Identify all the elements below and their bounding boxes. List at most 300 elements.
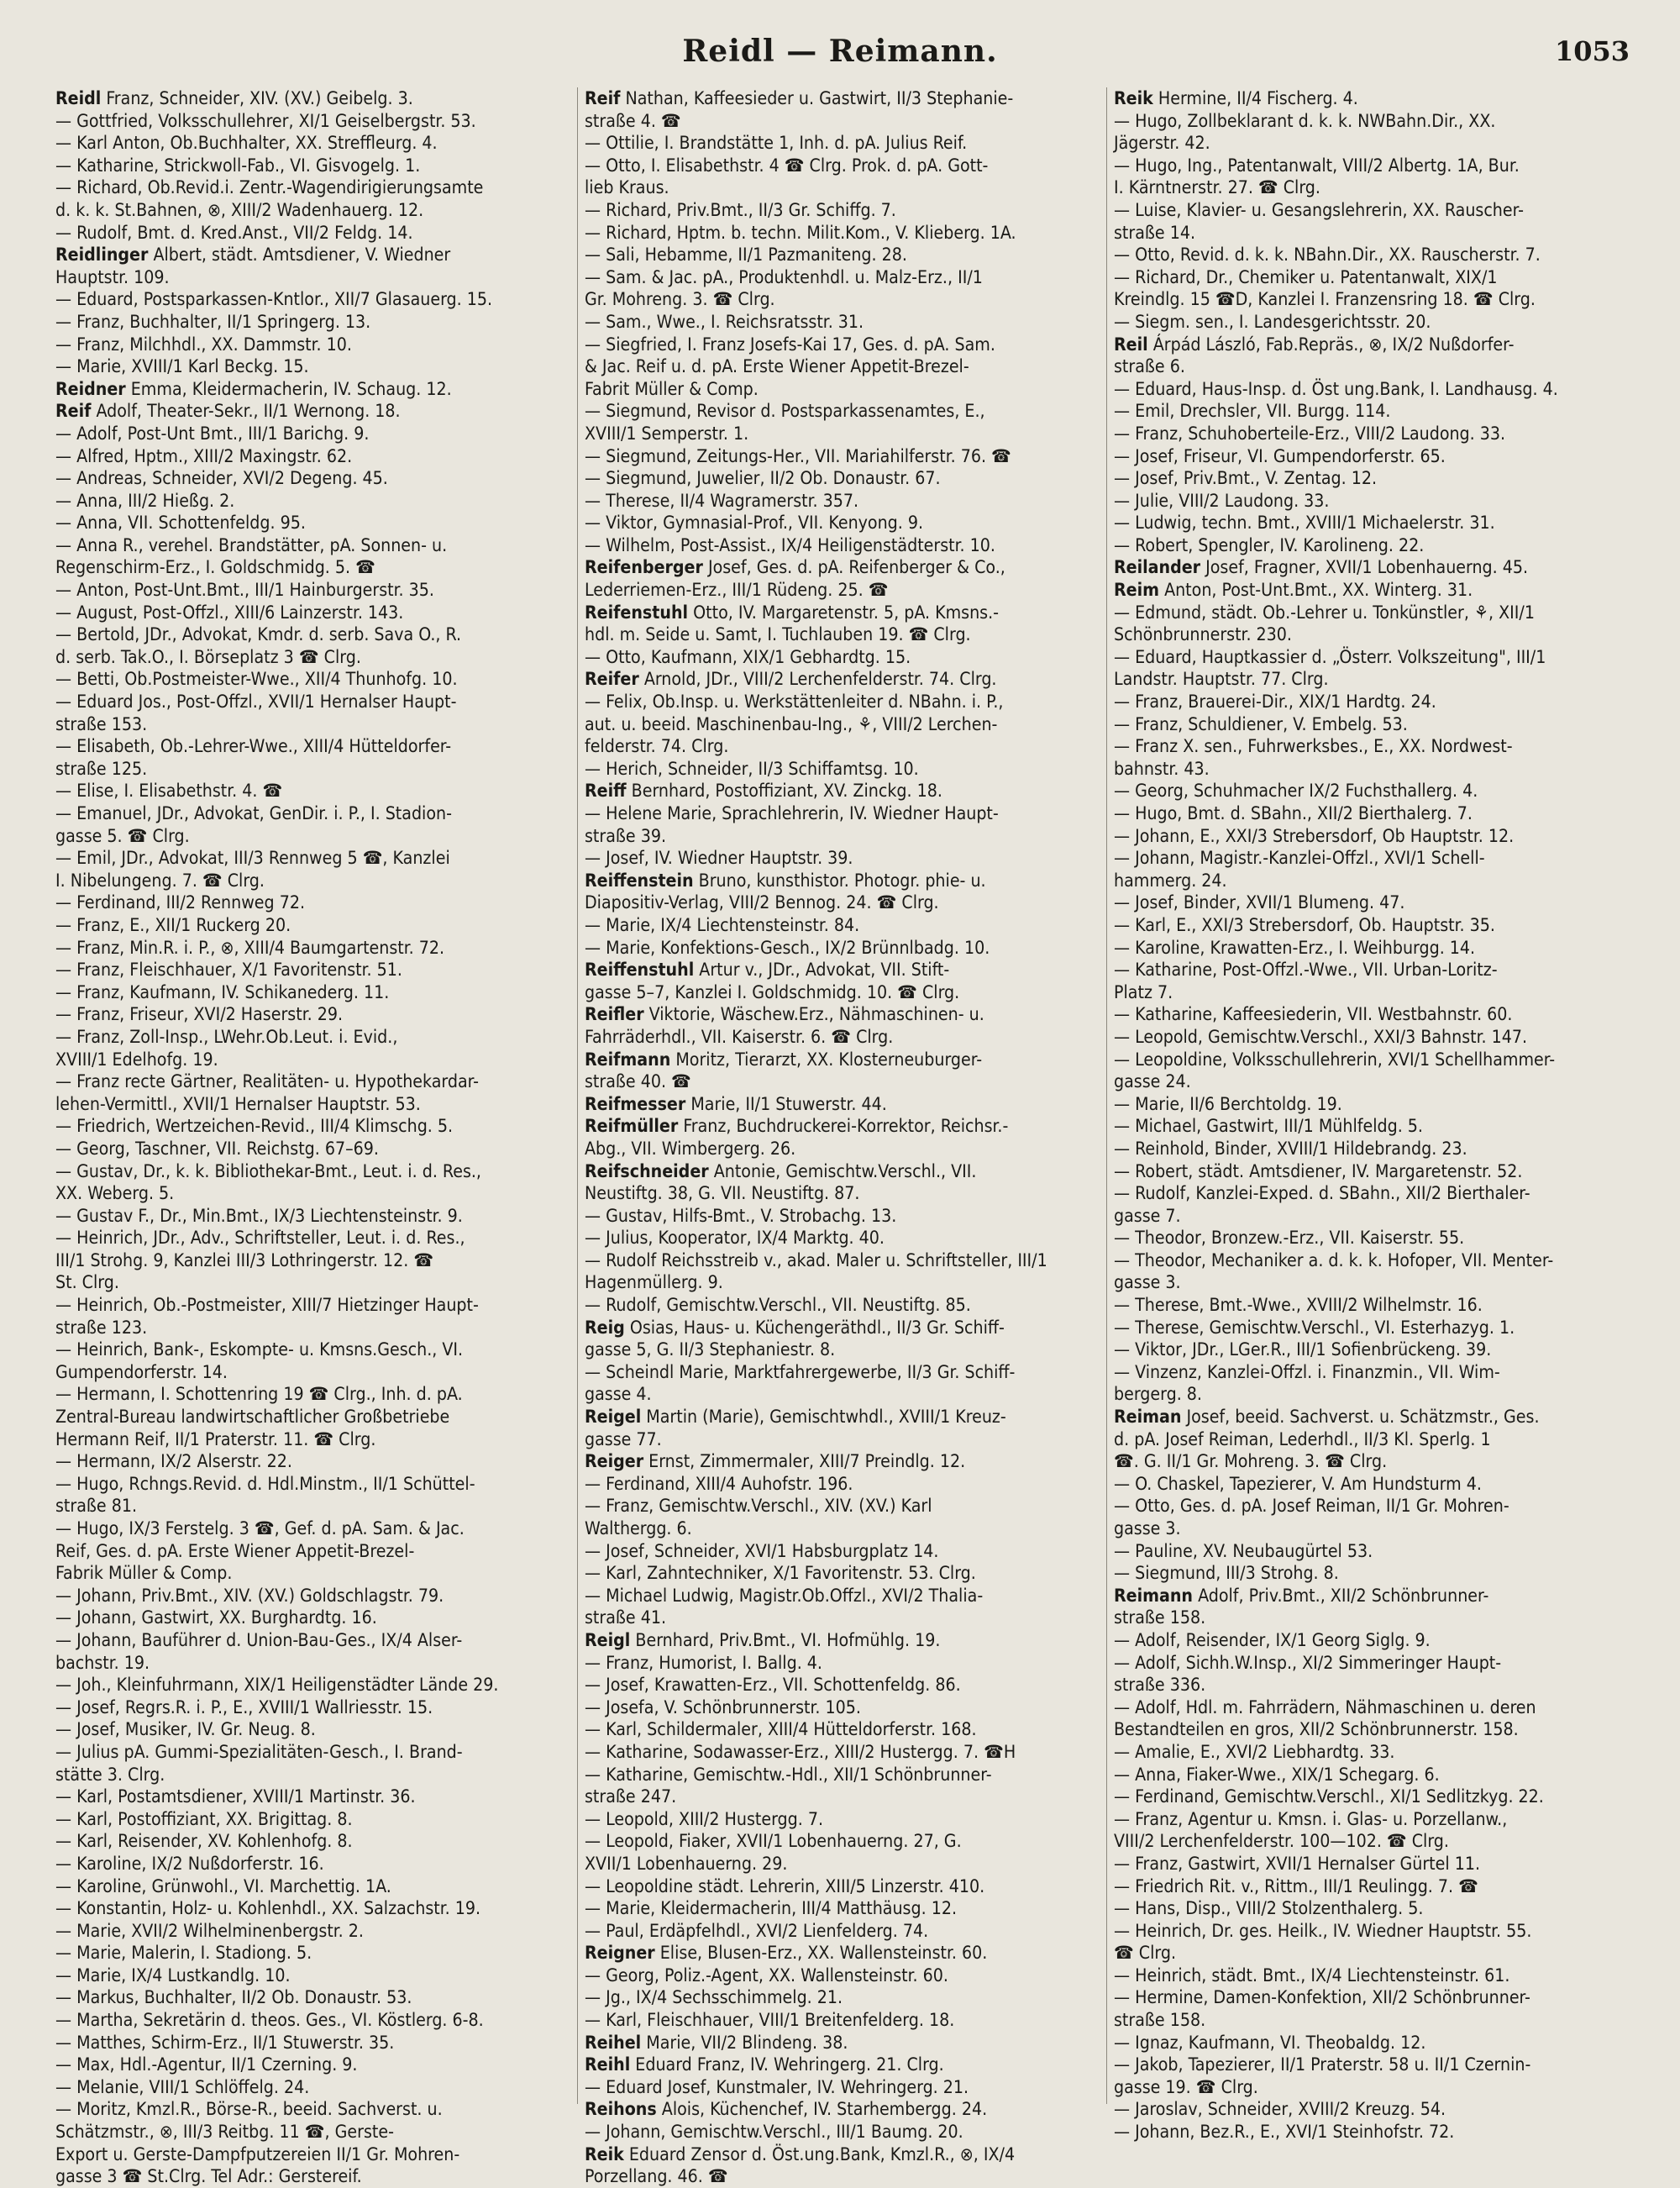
entry-surname: Reig (585, 1316, 625, 1338)
entry-text: straße 125. (55, 757, 148, 779)
directory-entry (1114, 467, 1630, 490)
directory-entry (55, 2121, 570, 2143)
entry-text: — Siegmund, Revisor d. Postsparkassenamtes, E., (585, 400, 985, 422)
entry-text: — Rudolf Reichsstreib v., akad. Maler u. Schriftsteller, III/1 (585, 1249, 1047, 1270)
directory-entry (55, 311, 570, 334)
directory-entry (55, 534, 570, 557)
entry-text: straße 153. (55, 713, 148, 734)
directory-entry (55, 1205, 570, 1228)
directory-entry (1114, 534, 1630, 557)
directory-entry (55, 735, 570, 758)
entry-surname: Reidner (55, 377, 126, 399)
directory-entry (55, 1450, 570, 1473)
entry-text: — Marie, IX/4 Liechtensteinstr. 84. (585, 913, 860, 935)
directory-entry (55, 691, 570, 713)
entry-text: Adolf, Theater-Sekr., II/1 Wernong. 18. (91, 400, 401, 422)
directory-entry (55, 1138, 570, 1160)
entry-text: — Richard, Dr., Chemiker u. Patentanwalt, XIX/1 (1114, 266, 1498, 287)
directory-entry (585, 1093, 1100, 1116)
entry-text: XVIII/1 Edelhofg. 19. (55, 1048, 218, 1070)
entry-text: gasse 7. (1114, 1204, 1181, 1226)
directory-entry (585, 155, 1100, 177)
entry-surname: Reiman (1114, 1406, 1182, 1428)
directory-entry (1114, 937, 1630, 960)
directory-entry (1114, 1808, 1630, 1831)
entry-text: — Katharine, Strickwoll-Fab., VI. Gisvogelg. 1. (55, 154, 421, 176)
entry-text: — Katharine, Kaffeesiederin, VII. Westbahnstr. 60. (1114, 1003, 1513, 1025)
directory-entry (585, 1741, 1100, 1764)
directory-entry (55, 1986, 570, 2009)
directory-entry (585, 1585, 1100, 1607)
entry-text: Gumpendorferstr. 14. (55, 1360, 228, 1382)
entry-text: ☎. G. II/1 Gr. Mohreng. 3. ☎ Clrg. (1114, 1450, 1388, 1472)
directory-entry (585, 691, 1100, 713)
entry-surname: Reidlinger (55, 244, 149, 266)
directory-entry (585, 1271, 1100, 1294)
directory-entry (1114, 1339, 1630, 1361)
directory-entry (55, 400, 570, 423)
entry-text: — Helene Marie, Sprachlehrerin, IV. Wiedner Haupt- (585, 802, 999, 823)
directory-entry (1114, 713, 1630, 736)
directory-entry (55, 713, 570, 736)
entry-text: — Konstantin, Holz- u. Kohlenhdl., XX. Salzachstr. 19. (55, 1897, 481, 1919)
entry-text: — Richard, Ob.Revid.i. Zentr.-Wagendirigierungsamte (55, 176, 484, 198)
entry-text: — Luise, Klavier- u. Gesangslehrerin, XX. Rauscher- (1114, 198, 1524, 220)
entry-text: — Melanie, VIII/1 Schlöffelg. 24. (55, 2075, 310, 2097)
directory-entry (55, 222, 570, 245)
entry-text: Viktorie, Wäschew.Erz., Nähmaschinen- u. (643, 1003, 984, 1025)
directory-entry (585, 1495, 1100, 1517)
directory-entry (55, 1361, 570, 1384)
directory-entry (55, 1317, 570, 1339)
entry-text: Adolf, Priv.Bmt., XII/2 Schönbrunner- (1193, 1584, 1489, 1606)
directory-entry (585, 1339, 1100, 1361)
directory-entry (585, 802, 1100, 825)
entry-text: Reif, Ges. d. pA. Erste Wiener Appetit-Brezel- (55, 1539, 415, 1561)
directory-entry (585, 1138, 1100, 1160)
directory-entry (1114, 735, 1630, 758)
entry-text: — Viktor, Gymnasial-Prof., VII. Kenyong. 9. (585, 512, 924, 534)
directory-entry (585, 2143, 1100, 2166)
entry-text: Bestandteilen en gros, XII/2 Schönbrunnerstr. 158. (1114, 1718, 1519, 1740)
entry-text: — Eduard, Hauptkassier d. „Österr. Volkszeitung", III/1 (1114, 645, 1546, 667)
directory-entry (1114, 691, 1630, 713)
directory-entry (55, 2032, 570, 2054)
entry-text: — Leopold, Gemischtw.Verschl., XXI/3 Bahnstr. 147. (1114, 1025, 1528, 1047)
directory-entry (1114, 1674, 1630, 1696)
directory-entry (585, 623, 1100, 646)
directory-entry (1114, 959, 1630, 981)
entry-text: — Richard, Hptm. b. techn. Milit.Kom., V. Klieberg. 1A. (585, 221, 1016, 243)
directory-entry (585, 1920, 1100, 1943)
entry-text: — Hans, Disp., VIII/2 Stolzenthalerg. 5. (1114, 1897, 1424, 1919)
entry-text: — Julie, VIII/2 Laudong. 33. (1114, 489, 1330, 511)
entry-text: Josef, beeid. Sachverst. u. Schätzmstr., Ges. (1181, 1406, 1540, 1428)
entry-text: — Marie, XVIII/1 Karl Beckg. 15. (55, 355, 309, 377)
directory-entry (1114, 1138, 1630, 1160)
directory-entry (1114, 288, 1630, 311)
entry-text: — Rudolf, Gemischtw.Verschl., VII. Neustiftg. 85. (585, 1294, 971, 1316)
entry-text: — Gustav F., Dr., Min.Bmt., IX/3 Liechtensteinstr. 9. (55, 1204, 463, 1226)
directory-entry (1114, 1897, 1630, 1920)
entry-text: — Marie, Kleidermacherin, III/4 Matthäusg. 12. (585, 1897, 958, 1919)
entry-text: XX. Weberg. 5. (55, 1182, 175, 1204)
directory-entry (55, 556, 570, 579)
directory-entry (1114, 1450, 1630, 1473)
entry-text: Marie, VII/2 Blindeng. 38. (641, 2031, 848, 2053)
entry-text: Regenschirm-Erz., I. Goldschmidg. 5. ☎ (55, 556, 375, 578)
entry-text: straße 40. ☎ (585, 1070, 691, 1092)
directory-entry (55, 1406, 570, 1428)
directory-entry (1114, 579, 1630, 602)
entry-text: straße 41. (585, 1607, 667, 1628)
entry-text: Árpád László, Fab.Repräs., ⊗, IX/2 Nußdorfer- (1147, 333, 1515, 355)
entry-text: bachstr. 19. (55, 1651, 150, 1673)
directory-entry (55, 802, 570, 825)
entry-text: XVIII/1 Semperstr. 1. (585, 422, 749, 444)
entry-text: — Karoline, Grünwohl., VI. Marchettig. 1A. (55, 1875, 391, 1896)
entry-text: — Anton, Post-Unt.Bmt., III/1 Hainburgerstr. 35. (55, 579, 434, 601)
entry-text: — Hugo, Ing., Patentanwalt, VIII/2 Albertg. 1A, Bur. (1114, 154, 1520, 176)
entry-text: — Karl, Postoffiziant, XX. Brigittag. 8. (55, 1807, 353, 1829)
entry-text: — Franz, Min.R. i. P., ⊗, XIII/4 Baumgartenstr. 72. (55, 936, 445, 958)
directory-entry (585, 646, 1100, 669)
directory-entry (55, 467, 570, 490)
entry-text: — Marie, Malerin, I. Stadiong. 5. (55, 1942, 312, 1964)
entry-text: Eduard Franz, IV. Wehringerg. 21. Clrg. (630, 2054, 944, 2075)
directory-entry (585, 1383, 1100, 1406)
entry-surname: Reim (1114, 579, 1160, 601)
directory-entry (1114, 266, 1630, 289)
entry-text: Anton, Post-Unt.Bmt., XX. Winterg. 31. (1159, 579, 1473, 601)
directory-entry (55, 87, 570, 110)
directory-entry (55, 1093, 570, 1116)
directory-entry (1114, 445, 1630, 468)
directory-entry (585, 1808, 1100, 1831)
entry-text: — Heinrich, Ob.-Postmeister, XIII/7 Hietzinger Haupt- (55, 1294, 479, 1316)
entry-text: — Josef, Krawatten-Erz., VII. Schottenfeldg. 86. (585, 1674, 961, 1696)
directory-entry (585, 668, 1100, 691)
directory-entry (1114, 1964, 1630, 1987)
entry-text: — Therese, Gemischtw.Verschl., VI. Esterhazyg. 1. (1114, 1316, 1515, 1338)
directory-entry (55, 1897, 570, 1920)
directory-entry (55, 1026, 570, 1049)
entry-text: — Eduard, Postsparkassen-Kntlor., XII/7 Glasauerg. 15. (55, 288, 493, 310)
directory-entry (1114, 870, 1630, 892)
directory-entry (585, 937, 1100, 960)
directory-entry (55, 155, 570, 177)
entry-text: — Franz, E., XII/1 Ruckerg 20. (55, 913, 291, 935)
directory-entry (585, 355, 1100, 378)
entry-text: — Emil, Drechsler, VII. Burgg. 114. (1114, 400, 1391, 422)
entry-text: Arnold, JDr., VIII/2 Lerchenfelderstr. 74. Clrg. (638, 668, 997, 690)
directory-entry (55, 423, 570, 445)
entry-text: — Elise, I. Elisabethstr. 4. ☎ (55, 780, 283, 802)
directory-entry (585, 132, 1100, 155)
entry-text: Gr. Mohreng. 3. ☎ Clrg. (585, 288, 775, 310)
directory-entry (1114, 222, 1630, 245)
entry-text: aut. u. beeid. Maschinenbau-Ing., ⚘, VIII/2 Lerchen- (585, 713, 998, 734)
entry-text: — Josef, Binder, XVII/1 Blumeng. 47. (1114, 892, 1405, 913)
directory-entry (585, 1070, 1100, 1093)
directory-entry (585, 758, 1100, 781)
directory-entry (585, 1897, 1100, 1920)
directory-entry (55, 1652, 570, 1675)
entry-text: — Emanuel, JDr., Advokat, GenDir. i. P., I. Stadion- (55, 802, 452, 823)
directory-entry (1114, 1718, 1630, 1741)
directory-entry (585, 423, 1100, 445)
entry-text: — Herich, Schneider, II/3 Schiffamtsg. 10. (585, 757, 919, 779)
entry-text: — Josef, IV. Wiedner Hauptstr. 39. (585, 847, 853, 869)
directory-entry (585, 981, 1100, 1004)
entry-surname: Reiger (585, 1450, 644, 1472)
directory-entry (1114, 1182, 1630, 1205)
directory-entry (55, 1115, 570, 1138)
directory-entry (585, 1428, 1100, 1451)
directory-entry (1114, 355, 1630, 378)
entry-text: d. pA. Josef Reiman, Lederhdl., II/3 Kl. Sperlg. 1 (1114, 1428, 1491, 1449)
entry-text: Lederriemen-Erz., III/1 Rüdeng. 25. ☎ (585, 579, 889, 601)
entry-text: Franz, Schneider, XIV. (XV.) Geibelg. 3. (101, 87, 413, 108)
entry-text: — Hugo, IX/3 Ferstelg. 3 ☎, Gef. d. pA. Sam. & Jac. (55, 1517, 465, 1538)
entry-text: straße 6. (1114, 355, 1185, 377)
entry-text: — Anna, III/2 Hießg. 2. (55, 489, 235, 511)
entry-text: — Robert, städt. Amtsdiener, IV. Margaretenstr. 52. (1114, 1160, 1523, 1181)
entry-text: — Marie, XVII/2 Wilhelminenbergstr. 2. (55, 1919, 364, 1941)
entry-surname: Reimann (1114, 1584, 1194, 1606)
directory-entry (585, 1473, 1100, 1496)
entry-text: Elise, Blusen-Erz., XX. Wallensteinstr. 60. (654, 1942, 988, 1964)
entry-text: — Marie, IX/4 Lustkandlg. 10. (55, 1964, 291, 1986)
directory-entry (55, 847, 570, 870)
entry-surname: Reil (1114, 333, 1148, 355)
directory-entry (585, 602, 1100, 624)
directory-entry (55, 334, 570, 356)
entry-surname: Reik (1114, 87, 1153, 108)
directory-entry (585, 1361, 1100, 1384)
entry-text: Abg., VII. Wimbergerg. 26. (585, 1137, 796, 1159)
directory-entry (585, 1249, 1100, 1272)
directory-entry (585, 288, 1100, 311)
directory-entry (55, 1160, 570, 1183)
entry-text: — Gustav, Hilfs-Bmt., V. Strobachg. 13. (585, 1204, 897, 1226)
directory-entry (1114, 1741, 1630, 1764)
entry-text: ☎ Clrg. (1114, 1942, 1177, 1964)
entry-text: — Reinhold, Binder, XVIII/1 Hildebrandg. 23. (1114, 1137, 1467, 1159)
entry-text: — Friedrich, Wertzeichen-Revid., III/4 Klimschg. 5. (55, 1115, 454, 1137)
entry-text: — Otto, Revid. d. k. k. NBahn.Dir., XX. Rauscherstr. 7. (1114, 244, 1541, 266)
entry-text: — Hermine, Damen-Konfektion, XII/2 Schönbrunner- (1114, 1986, 1530, 2008)
directory-entry (55, 378, 570, 401)
entry-text: gasse 5–7, Kanzlei I. Goldschmidg. 10. ☎ Clrg. (585, 981, 960, 1002)
directory-entry (1114, 1317, 1630, 1339)
entry-text: — Hugo, Bmt. d. SBahn., XII/2 Bierthalerg. 7. (1114, 802, 1473, 823)
directory-entry (585, 1964, 1100, 1987)
directory-entry (55, 1629, 570, 1652)
directory-entry (585, 1115, 1100, 1138)
directory-entry (585, 1317, 1100, 1339)
directory-entry (1114, 132, 1630, 155)
directory-entry (585, 1696, 1100, 1719)
entry-text: — Bertold, JDr., Advokat, Kmdr. d. serb. Sava O., R. (55, 623, 462, 645)
entry-text: VIII/2 Lerchenfelderstr. 100—102. ☎ Clrg. (1114, 1830, 1449, 1852)
entry-text: — Gustav, Dr., k. k. Bibliothekar-Bmt., Leut. i. d. Res., (55, 1160, 481, 1181)
entry-text: Kreindlg. 15 ☎D, Kanzlei I. Franzensring 18. ☎ Clrg. (1114, 288, 1536, 310)
entry-text: — Karl Anton, Ob.Buchhalter, XX. Streffleurg. 4. (55, 132, 438, 154)
directory-entry (55, 2165, 570, 2188)
entry-text: — Joh., Kleinfuhrmann, XIX/1 Heiligenstädter Lände 29. (55, 1674, 499, 1696)
entry-text: — Siegfried, I. Franz Josefs-Kai 17, Ges. d. pA. Sam. (585, 333, 995, 355)
directory-entry (585, 1450, 1100, 1473)
directory-entry (55, 1741, 570, 1764)
entry-text: — Otto, Kaufmann, XIX/1 Gebhardtg. 15. (585, 645, 911, 667)
entry-text: — Anna, Fiaker-Wwe., XIX/1 Schegarg. 6. (1114, 1763, 1440, 1785)
directory-entry (1114, 2076, 1630, 2099)
entry-text: — Sali, Hebamme, II/1 Pazmaniteng. 28. (585, 244, 907, 266)
directory-entry (585, 1786, 1100, 1808)
directory-entry (55, 355, 570, 378)
entry-text: gasse 19. ☎ Clrg. (1114, 2075, 1258, 2097)
entry-text: — Franz, Brauerei-Dir., XIX/1 Hardtg. 24. (1114, 691, 1436, 713)
directory-entry (1114, 199, 1630, 222)
directory-entry (585, 378, 1100, 401)
entry-text: — Adolf, Sichh.W.Insp., XI/2 Simmeringer Haupt- (1114, 1651, 1502, 1673)
directory-entry (55, 1540, 570, 1563)
directory-entry (55, 1383, 570, 1406)
entry-text: gasse 77. (585, 1428, 662, 1449)
directory-entry (55, 176, 570, 199)
directory-entry (55, 1003, 570, 1026)
entry-text: straße 336. (1114, 1674, 1206, 1696)
directory-entry (585, 1986, 1100, 2009)
directory-entry (585, 1942, 1100, 1964)
entry-text: — Katharine, Gemischtw.-Hdl., XII/1 Schönbrunner- (585, 1763, 992, 1785)
directory-entry (55, 199, 570, 222)
entry-text: — Martha, Sekretärin d. theos. Ges., VI. Köstlerg. 6-8. (55, 2009, 484, 2031)
entry-text: — Katharine, Sodawasser-Erz., XIII/2 Hustergg. 7. ☎H (585, 1740, 1016, 1762)
directory-entry (1114, 1473, 1630, 1496)
directory-entry (1114, 668, 1630, 691)
entry-text: Artur v., JDr., Advokat, VII. Stift- (694, 959, 950, 981)
directory-entry (585, 1182, 1100, 1205)
column-1 (49, 87, 578, 2187)
directory-entry (1114, 2054, 1630, 2076)
directory-entry (585, 1830, 1100, 1853)
entry-text: — Eduard Jos., Post-Offzl., XVII/1 Hernalser Haupt- (55, 691, 457, 713)
directory-entry (1114, 334, 1630, 356)
entry-text: — Betti, Ob.Postmeister-Wwe., XII/4 Thunhofg. 10. (55, 668, 458, 690)
directory-entry (55, 1562, 570, 1585)
directory-entry (1114, 1049, 1630, 1071)
entry-text: — Markus, Buchhalter, II/2 Ob. Donaustr. 53. (55, 1986, 412, 2008)
entry-surname: Reif (585, 87, 621, 108)
directory-entry (585, 1003, 1100, 1026)
directory-entry (1114, 87, 1630, 110)
entry-surname: Reifmüller (585, 1115, 679, 1137)
entry-text: hdl. m. Seide u. Samt, I. Tuchlauben 19. ☎ Clrg. (585, 623, 971, 645)
entry-text: — Johann, Gastwirt, XX. Burghardtg. 16. (55, 1607, 377, 1628)
directory-entry (585, 2076, 1100, 2099)
directory-entry (55, 1294, 570, 1317)
entry-text: — Leopold, Fiaker, XVII/1 Lobenhauerng. 27, G. (585, 1830, 962, 1852)
entry-text: — Alfred, Hptm., XIII/2 Maxingstr. 62. (55, 444, 353, 466)
entry-text: — Moritz, Kmzl.R., Börse-R., beeid. Sachverst. u. (55, 2098, 443, 2120)
entry-text: Hermine, II/4 Fischerg. 4. (1152, 87, 1358, 108)
entry-text: — Franz recte Gärtner, Realitäten- u. Hypothekardar- (55, 1070, 479, 1092)
directory-entry (55, 1808, 570, 1831)
entry-text: bergerg. 8. (1114, 1383, 1202, 1405)
entry-text: — Ferdinand, Gemischtw.Verschl., XI/1 Sedlitzkyg. 22. (1114, 1786, 1544, 1807)
directory-entry (1114, 1696, 1630, 1719)
entry-text: bahnstr. 43. (1114, 757, 1210, 779)
directory-entry (55, 1517, 570, 1540)
directory-entry (55, 892, 570, 914)
directory-entry (55, 1853, 570, 1875)
directory-entry (55, 646, 570, 669)
directory-entry (585, 847, 1100, 870)
entry-text: hammerg. 24. (1114, 869, 1227, 891)
entry-text: — Richard, Priv.Bmt., II/3 Gr. Schiffg. 7. (585, 198, 896, 220)
directory-entry (1114, 780, 1630, 802)
directory-entry (585, 400, 1100, 423)
entry-text: lehen-Vermittl., XVII/1 Hernalser Hauptstr. 53. (55, 1092, 421, 1114)
entry-text: straße 14. (1114, 221, 1196, 243)
entry-surname: Reigl (585, 1628, 631, 1650)
entry-text: — Johann, Priv.Bmt., XIV. (XV.) Goldschlagstr. 79. (55, 1584, 444, 1606)
directory-entry (1114, 2009, 1630, 2032)
directory-entry (1114, 400, 1630, 423)
directory-entry (55, 288, 570, 311)
directory-entry (1114, 1495, 1630, 1517)
directory-entry (1114, 1428, 1630, 1451)
directory-entry (585, 1540, 1100, 1563)
entry-text: — Franz, Buchhalter, II/1 Springerg. 13. (55, 310, 371, 332)
entry-text: — Josefa, V. Schönbrunnerstr. 105. (585, 1696, 861, 1717)
entry-surname: Reilander (1114, 556, 1201, 578)
directory-entry (1114, 825, 1630, 848)
column-2 (578, 87, 1107, 2187)
directory-entry (1114, 1562, 1630, 1585)
page-number: 1053 (1554, 35, 1630, 67)
directory-entry (1114, 1764, 1630, 1786)
entry-text: Hermann Reif, II/1 Praterstr. 11. ☎ Clrg. (55, 1428, 376, 1449)
directory-entry (585, 579, 1100, 602)
entry-text: Emma, Kleidermacherin, IV. Schaug. 12. (125, 377, 452, 399)
entry-text: Marie, II/1 Stuwerstr. 44. (685, 1092, 887, 1114)
entry-text: Bruno, kunsthistor. Photogr. phie- u. (693, 869, 986, 891)
entry-text: — Adolf, Hdl. m. Fahrrädern, Nähmaschinen u. deren (1114, 1696, 1536, 1717)
entry-text: — Johann, Bez.R., E., XVI/1 Steinhofstr. 72. (1114, 2121, 1455, 2143)
directory-entry (585, 1049, 1100, 1071)
entry-text: Schätzmstr., ⊗, III/3 Reitbg. 11 ☎, Gerste- (55, 2121, 394, 2143)
directory-entry (585, 892, 1100, 914)
directory-entry (55, 1428, 570, 1451)
entry-text: Otto, IV. Margaretenstr. 5, pA. Kmsns.- (688, 601, 1000, 623)
entry-text: gasse 24. (1114, 1070, 1191, 1092)
directory-entry (55, 1696, 570, 1719)
entry-text: — Otto, I. Elisabethstr. 4 ☎ Clrg. Prok. d. pA. Gott- (585, 154, 989, 176)
directory-entry (585, 2054, 1100, 2076)
entry-text: — Karoline, IX/2 Nußdorferstr. 16. (55, 1852, 324, 1874)
directory-entry (585, 1629, 1100, 1652)
directory-entry (585, 1764, 1100, 1786)
directory-entry (1114, 1540, 1630, 1563)
directory-entry (1114, 1249, 1630, 1272)
directory-entry (55, 490, 570, 513)
directory-entry (55, 1830, 570, 1853)
entry-text: — Josef, Musiker, IV. Gr. Neug. 8. (55, 1718, 316, 1740)
entry-text: — Siegmund, Zeitungs-Her., VII. Mariahilferstr. 76. ☎ (585, 444, 1011, 466)
